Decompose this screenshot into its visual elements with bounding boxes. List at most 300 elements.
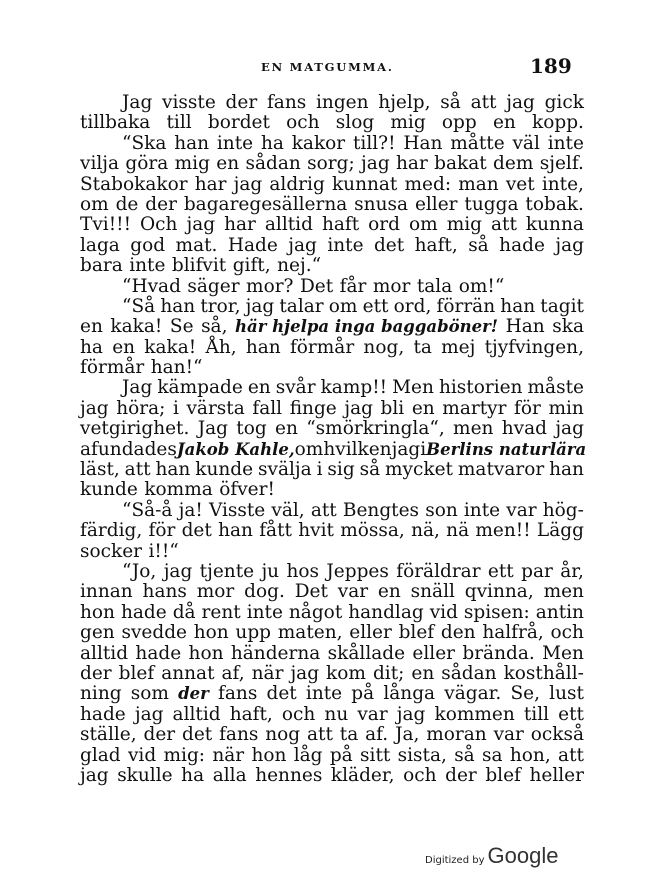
word: att	[491, 214, 517, 236]
word: en	[112, 336, 136, 358]
word: maten,	[277, 622, 343, 644]
word: har	[224, 214, 256, 236]
text-line	[80, 438, 587, 460]
word: mig	[390, 112, 426, 134]
word: mor?	[246, 275, 294, 297]
word: han	[549, 459, 584, 481]
text-line	[80, 317, 584, 337]
word: Jag	[197, 418, 228, 440]
word: ett	[558, 703, 584, 725]
word: opp	[441, 112, 477, 134]
word: Jag	[122, 377, 153, 399]
word: det	[373, 234, 405, 256]
word: moran	[426, 724, 487, 746]
word: nog,	[363, 336, 405, 358]
word: i	[420, 438, 427, 460]
word: låg	[293, 744, 323, 766]
word: fått	[259, 520, 292, 542]
text-line	[80, 766, 584, 786]
word: dem	[493, 153, 534, 175]
word: kopp.	[532, 112, 584, 134]
text-line	[80, 175, 584, 195]
word: kommen	[434, 703, 515, 725]
digitized-by-label: Digitized by	[425, 855, 485, 866]
word: jag	[134, 703, 164, 725]
word: vägar.	[444, 683, 502, 705]
word: der	[225, 92, 258, 113]
word: “Jo,	[122, 560, 157, 582]
word: till	[166, 112, 192, 134]
word: Jakob Kahle,	[176, 439, 295, 459]
word: får	[339, 275, 367, 297]
word: Och	[140, 214, 178, 236]
word: mig	[446, 214, 482, 236]
word: hvit	[298, 520, 334, 542]
word: sorg;	[307, 153, 355, 175]
word: han!“	[150, 357, 203, 379]
word: Se	[169, 316, 194, 338]
word: kakor	[291, 132, 346, 154]
word: om	[294, 438, 324, 460]
word: ord	[368, 214, 400, 236]
text-line	[80, 256, 584, 276]
word: afundades	[80, 438, 177, 460]
word: något	[288, 601, 343, 623]
word: att	[470, 92, 497, 113]
text-line	[80, 134, 584, 154]
word: det	[266, 683, 297, 705]
word: tobak.	[525, 193, 584, 215]
word: då	[172, 601, 196, 623]
word: jag	[288, 234, 317, 256]
text-line	[80, 521, 584, 541]
word: laga	[80, 234, 120, 256]
word: inte	[547, 132, 584, 154]
word: bagaregesällerna	[183, 193, 348, 215]
word: att	[558, 744, 584, 766]
word: “Ska	[122, 132, 167, 154]
word: här hjelpa inga baggaböner!	[235, 317, 499, 337]
word: dog.	[244, 581, 285, 603]
word: slog	[335, 112, 375, 134]
word: om	[409, 214, 438, 236]
word: var	[357, 703, 388, 725]
word: inte	[129, 255, 166, 277]
word: ta	[339, 724, 359, 746]
word: ska	[552, 316, 584, 338]
word: hon	[193, 622, 229, 644]
word: det	[181, 724, 213, 746]
word: mig:	[163, 744, 206, 766]
word: den	[440, 622, 476, 644]
word: eller	[412, 642, 455, 664]
word: Lägg	[536, 520, 584, 542]
word: men!!	[475, 520, 531, 542]
digitized-by-google-watermark	[425, 843, 558, 869]
word: der	[178, 684, 209, 704]
word: så	[359, 459, 381, 481]
text-line	[80, 644, 584, 664]
word: Jeppes	[326, 560, 389, 582]
word: han	[218, 520, 253, 542]
word: Det	[294, 581, 328, 603]
word: att	[124, 459, 151, 481]
word: inte	[463, 499, 501, 521]
word: hans	[142, 581, 187, 603]
word: jag	[233, 173, 263, 195]
google-logo: Google	[487, 843, 559, 868]
word: Det	[299, 275, 334, 297]
word: fans	[219, 724, 259, 746]
word: god	[130, 234, 166, 256]
word: tror,	[200, 295, 241, 317]
word: mycket	[385, 459, 453, 481]
word: Han	[505, 316, 545, 338]
word: en	[377, 581, 401, 603]
word: en	[492, 112, 516, 134]
word: till	[523, 703, 550, 725]
word: glad	[80, 744, 121, 766]
word: fans	[218, 683, 258, 705]
word: nä	[446, 520, 470, 542]
word: mor	[196, 581, 235, 603]
text-line	[80, 277, 584, 297]
word: han	[160, 295, 196, 317]
word: gick	[544, 92, 584, 113]
text-line	[80, 338, 584, 358]
text-line	[80, 664, 584, 684]
word: så,	[201, 316, 228, 338]
word: kom	[326, 662, 366, 684]
word: han	[174, 132, 210, 154]
word: för	[148, 520, 176, 542]
word: hade	[135, 642, 182, 664]
word: som	[130, 683, 169, 705]
word: bli	[380, 397, 405, 419]
word: förmår	[80, 357, 145, 379]
word: visste	[162, 92, 216, 113]
word: Han	[403, 132, 443, 154]
word: af,	[221, 662, 245, 684]
word: Visste	[208, 499, 266, 521]
word: hennes	[255, 764, 323, 786]
word: blifvit	[171, 255, 227, 277]
text-line	[80, 603, 584, 623]
word: har	[194, 173, 227, 195]
word: der	[143, 724, 176, 746]
running-header-title: EN MATGUMMA.	[261, 60, 394, 74]
word: handlag	[348, 601, 424, 623]
word: sådan	[245, 153, 301, 175]
word: aldrig	[269, 173, 325, 195]
word: der	[80, 662, 112, 684]
word: föräldrar	[396, 560, 481, 582]
word: jag	[555, 418, 584, 440]
word: alltid	[80, 642, 129, 664]
word: färdig,	[80, 520, 143, 542]
word: för	[514, 397, 541, 419]
word: jag	[344, 397, 373, 419]
word: rent	[201, 601, 241, 623]
word: kaka!	[110, 316, 163, 338]
text-line	[80, 746, 584, 766]
word: antin	[535, 601, 584, 623]
text-line	[80, 623, 584, 643]
word: väl,	[271, 499, 305, 521]
word: kämpade	[157, 377, 243, 399]
word: och	[550, 622, 584, 644]
word: ha	[181, 764, 205, 786]
text-line	[80, 154, 584, 174]
word: läst,	[80, 459, 120, 481]
word: eller	[349, 622, 392, 644]
word: tjyfvingen,	[484, 336, 584, 358]
word: brända.	[462, 642, 535, 664]
word: på	[329, 744, 353, 766]
word: mat.	[175, 234, 218, 256]
word: en	[275, 418, 298, 440]
word: mor	[372, 275, 411, 297]
word: med:	[404, 173, 452, 195]
word: hvilken	[323, 438, 392, 460]
word: svår	[275, 377, 316, 399]
word: hon	[188, 642, 224, 664]
word: man	[458, 173, 499, 195]
text-line	[80, 684, 584, 704]
text-line	[80, 215, 584, 235]
word: alltid	[172, 703, 221, 725]
word: hjelp,	[378, 92, 431, 113]
word: också	[530, 724, 584, 746]
word: kläder,	[330, 764, 395, 786]
word: kunde	[80, 479, 138, 501]
word: en	[80, 316, 103, 338]
word: ett	[487, 560, 514, 582]
word: lust	[549, 683, 584, 705]
word: när	[212, 744, 245, 766]
word: en	[411, 662, 435, 684]
text-line	[80, 705, 584, 725]
word: ning	[80, 683, 122, 705]
word: inte	[246, 601, 283, 623]
word: blef	[118, 662, 155, 684]
word: sista,	[397, 744, 447, 766]
word: ha	[260, 132, 284, 154]
word: om	[328, 295, 358, 317]
text-line	[80, 297, 584, 317]
word: alla	[212, 764, 247, 786]
word: och	[286, 112, 320, 134]
word: innan	[80, 581, 133, 603]
word: talar	[279, 295, 324, 317]
word: mej	[441, 336, 476, 358]
word: inte	[305, 683, 343, 705]
word: mig	[174, 153, 210, 175]
word: vet	[505, 173, 535, 195]
word: väl	[512, 132, 540, 154]
word: han	[500, 295, 536, 317]
word: sig	[327, 459, 355, 481]
word: öfver!	[219, 479, 275, 501]
word: Tvi!!!	[80, 214, 132, 236]
word: förmår	[289, 336, 355, 358]
word: måtte	[450, 132, 505, 154]
word: så	[440, 92, 461, 113]
word: ta	[413, 336, 432, 358]
word: var	[506, 499, 537, 521]
word: det	[181, 520, 212, 542]
word: sitt	[360, 744, 391, 766]
word: jag	[290, 662, 320, 684]
word: fall	[252, 397, 283, 419]
word: så	[468, 234, 489, 256]
word: jag	[361, 153, 390, 175]
word: Stabokakor	[80, 173, 188, 195]
word: martyr	[442, 397, 507, 419]
word: Jag	[122, 92, 153, 113]
word: snusa	[354, 193, 409, 215]
word: bakat	[434, 153, 487, 175]
word: om	[80, 193, 109, 215]
word: tillbaka	[80, 112, 151, 134]
word: jag	[186, 214, 216, 236]
word: att	[310, 499, 337, 521]
word: haft,	[414, 234, 458, 256]
word: vilja	[80, 153, 120, 175]
word: hon	[251, 744, 287, 766]
word: socker	[80, 540, 142, 562]
word: svälja	[258, 459, 312, 481]
word: göra	[125, 153, 169, 175]
word: gift,	[232, 255, 271, 277]
word: tugga	[464, 193, 519, 215]
word: nog	[265, 724, 301, 746]
text-line	[80, 358, 584, 378]
word: de	[115, 193, 139, 215]
word: ord,	[393, 295, 432, 317]
text-line	[80, 582, 584, 602]
word: på	[351, 683, 375, 705]
word: nej.“	[277, 255, 322, 277]
word: hade	[80, 703, 126, 725]
word: af.	[365, 724, 389, 746]
word: jag	[245, 295, 275, 317]
text-line	[80, 562, 584, 582]
word: kamp!!	[320, 377, 388, 399]
word: jag	[555, 234, 584, 256]
word: ingen	[315, 92, 369, 113]
word: skulle	[117, 764, 173, 786]
body-text	[80, 92, 587, 786]
word: säger	[187, 275, 240, 297]
word: långa	[383, 683, 436, 705]
word: Hade	[227, 234, 278, 256]
word: halfrå,	[482, 622, 544, 644]
word: kunnat	[331, 173, 398, 195]
word: höra;	[116, 397, 166, 419]
word: i	[172, 397, 179, 419]
word: kunna	[525, 214, 584, 236]
word: i	[316, 459, 323, 481]
word: jag	[80, 764, 109, 786]
word: vid	[429, 601, 458, 623]
word: men	[453, 418, 494, 440]
word: matvaror	[457, 459, 545, 481]
word: son	[425, 499, 458, 521]
text-line	[80, 501, 584, 521]
word: var	[493, 724, 524, 746]
word: Men	[392, 377, 434, 399]
word: var	[337, 581, 369, 603]
word: heller	[529, 764, 584, 786]
word: haft	[321, 214, 360, 236]
word: ju	[261, 560, 280, 582]
word: en	[247, 377, 271, 399]
word: jag	[391, 438, 421, 460]
word: “Så-å	[122, 499, 173, 521]
word: tog	[236, 418, 267, 440]
word: nu	[324, 703, 349, 725]
word: händerna	[230, 642, 321, 664]
word: en	[411, 397, 435, 419]
word: Åh,	[205, 336, 237, 358]
word: hon	[80, 601, 115, 623]
word: upp	[235, 622, 272, 644]
word: Se,	[510, 683, 540, 705]
word: blef	[485, 764, 521, 786]
word: ställe,	[80, 724, 137, 746]
word: Ja,	[395, 724, 420, 746]
word: år,	[560, 560, 584, 582]
word: sjelf.	[539, 153, 584, 175]
text-line	[80, 236, 584, 256]
word: så	[454, 744, 475, 766]
word: dit;	[372, 662, 405, 684]
text-line	[80, 542, 584, 562]
word: haft,	[229, 703, 273, 725]
word: tagit	[540, 295, 584, 317]
word: ha	[80, 336, 103, 358]
word: gen	[80, 622, 115, 644]
word: mössa,	[340, 520, 405, 542]
word: förrän	[436, 295, 496, 317]
text-line	[80, 399, 584, 419]
word: hon,	[509, 744, 551, 766]
word: eller	[414, 193, 458, 215]
word: skållade	[327, 642, 406, 664]
word: värsta	[186, 397, 245, 419]
word: måste	[527, 377, 584, 399]
page-number: 189	[530, 54, 572, 78]
word: ja!	[178, 499, 203, 521]
word: inte	[216, 132, 254, 154]
word: Men	[542, 642, 584, 664]
word: jag	[80, 397, 109, 419]
word: i!!“	[148, 540, 179, 562]
word: jag	[506, 92, 535, 113]
word: jag	[163, 560, 193, 582]
word: till?!	[352, 132, 396, 154]
word: min	[548, 397, 584, 419]
word: historien	[438, 377, 523, 399]
word: en	[216, 153, 240, 175]
word: hade	[499, 234, 545, 256]
word: “Så	[122, 295, 156, 317]
word: hade	[120, 601, 167, 623]
text-line	[80, 480, 584, 500]
word: Berlins naturlära	[426, 439, 587, 459]
word: “smörkringla“,	[306, 418, 445, 440]
